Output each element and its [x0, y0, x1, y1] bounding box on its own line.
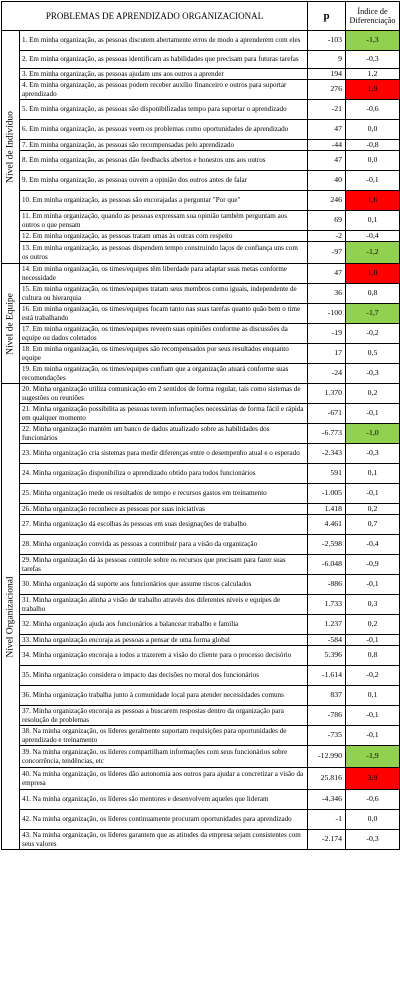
diff-index-cell: -0,3 — [346, 444, 400, 464]
p-value-cell: -2.174 — [308, 830, 346, 850]
p-value-cell: -671 — [308, 404, 346, 424]
table-row — [2, 151, 400, 171]
table-row — [2, 615, 400, 635]
table-row — [2, 231, 400, 242]
question-cell: 41. Na minha organização, os líderes são mentores e desenvolvem aqueles que lideram — [20, 790, 308, 810]
diff-index-cell: -0,1 — [346, 635, 400, 646]
diff-index-cell: -1,7 — [346, 304, 400, 324]
p-value-cell: 246 — [308, 191, 346, 211]
diff-index-cell: 1,2 — [346, 69, 400, 80]
question-cell: 34. Minha organização encoraja a todos a trazerem a visão do cliente para o processo decisório — [20, 646, 308, 666]
question-cell: 9. Em minha organização, as pessoas ouvem a opinião dos outros antes de falar — [20, 171, 308, 191]
table-row — [2, 810, 400, 830]
table-row — [2, 595, 400, 615]
diff-index-cell: -0,6 — [346, 100, 400, 120]
p-value-cell: 4.461 — [308, 515, 346, 535]
learning-problems-table — [1, 1, 400, 850]
level-label-text: Nível de Equipe — [5, 292, 15, 355]
table-row — [2, 100, 400, 120]
p-value-cell: -4.346 — [308, 790, 346, 810]
diff-index-cell: -0,1 — [346, 706, 400, 726]
question-cell: 40. Na minha organização, os líderes dão autonomia aos outros para ajudar a concretizar a visão da empresa — [20, 768, 308, 790]
diff-index-cell: 0,1 — [346, 686, 400, 706]
p-value-cell: -6.773 — [308, 424, 346, 444]
table-row — [2, 555, 400, 575]
diff-index-cell: 0,8 — [346, 646, 400, 666]
p-value-cell: 837 — [308, 686, 346, 706]
table-row — [2, 726, 400, 746]
header-diff-index: Índice de Diferenciação — [346, 2, 400, 31]
question-cell: 24. Minha organização disponibiliza o aprendizado obtido para todos funcionários — [20, 464, 308, 484]
table-row — [2, 790, 400, 810]
table-row — [2, 746, 400, 768]
diff-index-cell: -1,9 — [346, 746, 400, 768]
question-cell: 5. Em minha organização, as pessoas são disponibilizadas tempo para suportar o aprendizado — [20, 100, 308, 120]
level-label — [2, 264, 20, 384]
diff-index-cell: 0,1 — [346, 464, 400, 484]
p-value-cell: -2 — [308, 231, 346, 242]
p-value-cell: -584 — [308, 635, 346, 646]
question-cell: 10. Em minha organização, as pessoas são encorajadas a perguntar "Por que" — [20, 191, 308, 211]
diff-index-cell: -0,9 — [346, 555, 400, 575]
table-row — [2, 686, 400, 706]
table-row — [2, 31, 400, 51]
table-row — [2, 768, 400, 790]
question-cell: 32. Minha organização ajuda aos funcionários a balancear trabalho e família — [20, 615, 308, 635]
question-cell: 16. Em minha organização, os times/equipes focam tanto nas suas tarefas quanto quão bem o time está trabalhando — [20, 304, 308, 324]
question-cell: 8. Em minha organização, as pessoas dão feedbacks abertos e honestos uns aos outros — [20, 151, 308, 171]
question-cell: 27. Minha organização dá escolhas às pessoas em suas designações de trabalho — [20, 515, 308, 535]
p-value-cell: 276 — [308, 80, 346, 100]
table-row — [2, 344, 400, 364]
table-row — [2, 140, 400, 151]
question-cell: 42. Na minha organização, os líderes continuamente procuram oportunidades para aprendizado — [20, 810, 308, 830]
p-value-cell: -21 — [308, 100, 346, 120]
table-row — [2, 444, 400, 464]
header-title: PROBLEMAS DE APRENDIZADO ORGANIZACIONAL — [2, 2, 308, 31]
table-row — [2, 424, 400, 444]
table-row — [2, 242, 400, 264]
question-cell: 38. Na minha organização, os líderes geralmente suportam requisições para oportunidades de aprendizado e treinamento — [20, 726, 308, 746]
question-cell: 22. Minha organização mantém um banco de dados atualizado sobre as habilidades dos funcionários — [20, 424, 308, 444]
diff-index-cell: 0,7 — [346, 515, 400, 535]
p-value-cell: 1.733 — [308, 595, 346, 615]
diff-index-cell: 1,6 — [346, 191, 400, 211]
p-value-cell: -100 — [308, 304, 346, 324]
table-row — [2, 211, 400, 231]
question-cell: 18. Em minha organização, os times/equipes são recompensados por seus resultados enquanto equipe — [20, 344, 308, 364]
p-value-cell: 36 — [308, 284, 346, 304]
question-cell: 4. Em minha organização, as pessoas podem receber auxílio financeiro e outros para suportar aprendizado — [20, 80, 308, 100]
p-value-cell: -786 — [308, 706, 346, 726]
diff-index-cell: -0,3 — [346, 364, 400, 384]
diff-index-cell: 1,0 — [346, 264, 400, 284]
header-p: p — [308, 2, 346, 31]
p-value-cell: -44 — [308, 140, 346, 151]
table-row — [2, 364, 400, 384]
table-row — [2, 484, 400, 504]
level-label — [2, 31, 20, 264]
question-cell: 15. Em minha organização, os times/equipes tratam seus membros como iguais, independente de cultura ou hierarquia — [20, 284, 308, 304]
question-cell: 20. Minha organização utiliza comunicação em 2 sentidos de forma regular, tais como sistemas de sugestões ou reuniões — [20, 384, 308, 404]
question-cell: 33. Minha organização encoraja as pessoas a pensar de uma forma global — [20, 635, 308, 646]
table-row — [2, 404, 400, 424]
question-cell: 35. Minha organização considera o impacto das decisões no moral dos funcionários — [20, 666, 308, 686]
p-value-cell: -6.048 — [308, 555, 346, 575]
p-value-cell: -886 — [308, 575, 346, 595]
diff-index-cell: -1,2 — [346, 242, 400, 264]
p-value-cell: 1.370 — [308, 384, 346, 404]
diff-index-cell: -0,3 — [346, 51, 400, 69]
p-value-cell: 5.396 — [308, 646, 346, 666]
level-label-text: Nível Organizacional — [5, 575, 15, 658]
table-body — [2, 31, 400, 850]
p-value-cell: -103 — [308, 31, 346, 51]
diff-index-cell: 0,1 — [346, 211, 400, 231]
diff-index-cell: 1,9 — [346, 80, 400, 100]
question-cell: 21. Minha organização possibilita as pessoas terem informações necessárias de forma fácil e rápida em qualquer momento — [20, 404, 308, 424]
diff-index-cell: -0,3 — [346, 830, 400, 850]
table-row — [2, 535, 400, 555]
question-cell: 23. Minha organização cria sistemas para medir diferenças entre o desempenho atual e o esperado — [20, 444, 308, 464]
table-row — [2, 830, 400, 850]
table-row — [2, 51, 400, 69]
diff-index-cell: 0,0 — [346, 151, 400, 171]
diff-index-cell: -0,1 — [346, 404, 400, 424]
table-row — [2, 284, 400, 304]
question-cell: 37. Minha organização encoraja as pessoas a buscarem respostas dentro da organização para resolução de problemas — [20, 706, 308, 726]
question-cell: 3. Em minha organização, as pessoas ajudam uns aos outros a aprender — [20, 69, 308, 80]
question-cell: 7. Em minha organização, as pessoas são recompensadas pelo aprendizado — [20, 140, 308, 151]
question-cell: 28. Minha organização convida as pessoas a contribuir para a visão da organização — [20, 535, 308, 555]
diff-index-cell: 0,2 — [346, 384, 400, 404]
question-cell: 29. Minha organização dá às pessoas controle sobre os recursos que precisam para fazer suas tarefas — [20, 555, 308, 575]
table-row — [2, 706, 400, 726]
question-cell: 6. Em minha organização, as pessoas veem os problemas como oportunidades de aprendizado — [20, 120, 308, 140]
table-row — [2, 69, 400, 80]
p-value-cell: 40 — [308, 171, 346, 191]
table-row — [2, 171, 400, 191]
p-value-cell: -19 — [308, 324, 346, 344]
diff-index-cell: -0,1 — [346, 171, 400, 191]
diff-index-cell: -0,2 — [346, 666, 400, 686]
table-row — [2, 191, 400, 211]
p-value-cell: -24 — [308, 364, 346, 384]
p-value-cell: -12.990 — [308, 746, 346, 768]
question-cell: 17. Em minha organização, os times/equipes reveem suas opiniões conforme as discussões da equipe ou dados coletados — [20, 324, 308, 344]
p-value-cell: 9 — [308, 51, 346, 69]
question-cell: 14. Em minha organização, os times/equipes têm liberdade para adaptar suas metas conforme necessidade — [20, 264, 308, 284]
p-value-cell: 47 — [308, 264, 346, 284]
p-value-cell: 1.237 — [308, 615, 346, 635]
p-value-cell: -97 — [308, 242, 346, 264]
diff-index-cell: -1,3 — [346, 31, 400, 51]
diff-index-cell: 0,8 — [346, 284, 400, 304]
diff-index-cell: -0,2 — [346, 324, 400, 344]
question-cell: 43. Na minha organização, os líderes garantem que as atitudes da empresa sejam consistentes com seus valores — [20, 830, 308, 850]
table-row — [2, 264, 400, 284]
question-cell: 12. Em minha organização, as pessoas tratam umas às outras com respeito — [20, 231, 308, 242]
question-cell: 39. Na minha organização, os líderes compartilham informações com seus funcionários sobre concorrência, tendências, etc — [20, 746, 308, 768]
diff-index-cell: -0,4 — [346, 535, 400, 555]
table-row — [2, 80, 400, 100]
table-row — [2, 120, 400, 140]
table-row — [2, 464, 400, 484]
p-value-cell: -1.005 — [308, 484, 346, 504]
question-cell: 11. Em minha organização, quando as pessoas expressam sua opinião também perguntam aos outros o que pensam — [20, 211, 308, 231]
diff-index-cell: -1,0 — [346, 424, 400, 444]
p-value-cell: 17 — [308, 344, 346, 364]
diff-index-cell: -0,1 — [346, 484, 400, 504]
diff-index-cell: -0,4 — [346, 231, 400, 242]
diff-index-cell: 0,0 — [346, 120, 400, 140]
p-value-cell: 25.816 — [308, 768, 346, 790]
p-value-cell: 1.418 — [308, 504, 346, 515]
p-value-cell: -735 — [308, 726, 346, 746]
question-cell: 13. Em minha organização, as pessoas dispendem tempo construindo laços de confiança uns com os outros — [20, 242, 308, 264]
diff-index-cell: 0,2 — [346, 504, 400, 515]
table-row — [2, 646, 400, 666]
diff-index-cell: -0,1 — [346, 575, 400, 595]
diff-index-cell: 0,0 — [346, 810, 400, 830]
p-value-cell: 69 — [308, 211, 346, 231]
table-row — [2, 635, 400, 646]
table-row — [2, 324, 400, 344]
diff-index-cell: 0,3 — [346, 595, 400, 615]
question-cell: 36. Minha organização trabalha junto à comunidade local para atender necessidades comuns — [20, 686, 308, 706]
table-row — [2, 504, 400, 515]
question-cell: 2. Em minha organização, as pessoas identificam as habilidades que precisam para futuras tarefas — [20, 51, 308, 69]
table-header-row — [2, 2, 400, 31]
question-cell: 26. Minha organização reconhece as pessoas por suas iniciativas — [20, 504, 308, 515]
diff-index-cell: 0,2 — [346, 615, 400, 635]
diff-index-cell: 3,9 — [346, 768, 400, 790]
question-cell: 30. Minha organização dá suporte aos funcionários que assume riscos calculados — [20, 575, 308, 595]
table-row — [2, 666, 400, 686]
level-label-text: Nível de Indivíduo — [5, 111, 15, 183]
table-row — [2, 515, 400, 535]
p-value-cell: -1.614 — [308, 666, 346, 686]
question-cell: 1. Em minha organização, as pessoas discutem abertamente erros de modo a aprenderem com eles — [20, 31, 308, 51]
diff-index-cell: 0,5 — [346, 344, 400, 364]
p-value-cell: 47 — [308, 120, 346, 140]
diff-index-cell: -0,8 — [346, 140, 400, 151]
diff-index-cell: -0,1 — [346, 726, 400, 746]
level-label — [2, 384, 20, 850]
question-cell: 19. Em minha organização, os times/equipes confiam que a organização atuará conforme suas recomendações — [20, 364, 308, 384]
question-cell: 31. Minha organização alinha a visão de trabalho através dos diferentes níveis e equipes de trabalho — [20, 595, 308, 615]
diff-index-cell: -0,6 — [346, 790, 400, 810]
p-value-cell: 194 — [308, 69, 346, 80]
table-row — [2, 304, 400, 324]
p-value-cell: -2.343 — [308, 444, 346, 464]
table-row — [2, 575, 400, 595]
p-value-cell: -2.598 — [308, 535, 346, 555]
question-cell: 25. Minha organização mede os resultados de tempo e recursos gastos em treinamento — [20, 484, 308, 504]
p-value-cell: 591 — [308, 464, 346, 484]
table-row — [2, 384, 400, 404]
p-value-cell: -1 — [308, 810, 346, 830]
p-value-cell: 47 — [308, 151, 346, 171]
